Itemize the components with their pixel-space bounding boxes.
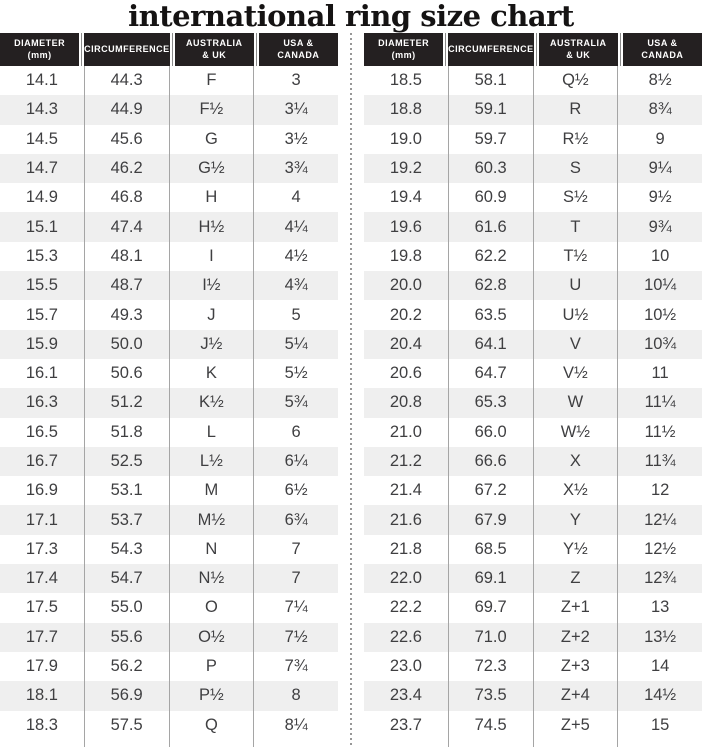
cell: 5¼ (284, 334, 308, 353)
header-row (364, 33, 702, 66)
table-row (0, 330, 338, 359)
cell: 20.0 (364, 271, 449, 300)
cell: N½ (170, 564, 255, 593)
cell: 5 (291, 305, 301, 324)
cell: F½ (170, 95, 255, 124)
column-header: AUSTRALIA & UK (173, 33, 257, 66)
cell: Z (534, 564, 619, 593)
table-row (364, 476, 702, 505)
cell: V½ (534, 359, 619, 388)
cell: 73.5 (449, 681, 534, 710)
table-row (0, 564, 338, 593)
column-header: AUSTRALIA & UK (537, 33, 621, 66)
cell: 63.5 (449, 300, 534, 329)
table-row (0, 418, 338, 447)
cell: 17.1 (0, 505, 85, 534)
cell: 23.0 (364, 652, 449, 681)
cell: 15.7 (0, 300, 85, 329)
cell: Y (534, 505, 619, 534)
table-row (364, 95, 702, 124)
column-header: DIAMETER (mm) (364, 33, 446, 66)
cell: 17.9 (0, 652, 85, 681)
cell: G (170, 125, 255, 154)
table-row (364, 418, 702, 447)
cell: 21.0 (364, 418, 449, 447)
cell: 48.7 (85, 271, 170, 300)
cell: 7¾ (284, 657, 308, 676)
table-row (364, 447, 702, 476)
cell: 16.5 (0, 418, 85, 447)
table-row (364, 535, 702, 564)
column-header: DIAMETER (mm) (0, 33, 82, 66)
cell: L½ (170, 447, 255, 476)
cell: F (170, 66, 255, 95)
cell: 46.8 (85, 183, 170, 212)
cell: X (534, 447, 619, 476)
cell-empty (534, 740, 619, 747)
cell: 72.3 (449, 652, 534, 681)
cell: 45.6 (85, 125, 170, 154)
cell: 18.8 (364, 95, 449, 124)
column-line-extension (364, 740, 702, 747)
cell: 59.1 (449, 95, 534, 124)
cell: 71.0 (449, 623, 534, 652)
cell: O (170, 593, 255, 622)
cell: 5½ (284, 364, 308, 383)
cell: 54.7 (85, 564, 170, 593)
cell: 64.7 (449, 359, 534, 388)
cell: 69.1 (449, 564, 534, 593)
table-row (364, 652, 702, 681)
table-row (0, 125, 338, 154)
cell: 65.3 (449, 388, 534, 417)
cell: 11¼ (644, 393, 676, 412)
cell: 10½ (644, 305, 677, 324)
column-header: CIRCUMFERENCE (446, 33, 537, 66)
cell: 21.2 (364, 447, 449, 476)
table-row (0, 300, 338, 329)
cell: 10 (650, 246, 670, 265)
table-row (364, 593, 702, 622)
table-row (0, 242, 338, 271)
cell: 19.2 (364, 154, 449, 183)
cell: 6¼ (284, 452, 308, 470)
cell: 17.4 (0, 564, 85, 593)
table-row (0, 388, 338, 417)
cell: 9¾ (648, 217, 672, 236)
cell: 67.9 (449, 505, 534, 534)
cell: 18.5 (364, 66, 449, 95)
table-row (364, 154, 702, 183)
cell: 11 (651, 364, 669, 383)
cell: 9½ (648, 188, 672, 207)
cell: X½ (534, 476, 619, 505)
cell: 60.9 (449, 183, 534, 212)
cell: 3¼ (284, 100, 308, 119)
cell: Z+1 (534, 593, 619, 622)
cell: 14.3 (0, 95, 85, 124)
table-row (364, 271, 702, 300)
cell: 20.8 (364, 388, 449, 417)
cell: 51.8 (85, 418, 170, 447)
cell: U (534, 271, 619, 300)
cell: 10¾ (644, 334, 677, 353)
cell: 15.5 (0, 271, 85, 300)
cell: 47.4 (85, 212, 170, 241)
cell: 15 (650, 715, 670, 734)
cell: 13½ (644, 627, 677, 646)
cell: 69.7 (449, 593, 534, 622)
table-row (364, 183, 702, 212)
cell: 61.6 (449, 212, 534, 241)
cell: 50.6 (85, 359, 170, 388)
cell: O½ (170, 623, 255, 652)
cell: 23.4 (364, 681, 449, 710)
cell: 51.2 (85, 388, 170, 417)
cell: 8¾ (648, 100, 672, 119)
cell: 19.6 (364, 212, 449, 241)
cell: Z+3 (534, 652, 619, 681)
cell: 21.8 (364, 535, 449, 564)
cell: 21.4 (364, 476, 449, 505)
cell: 11¾ (644, 452, 676, 470)
cell: 15.3 (0, 242, 85, 271)
cell: 48.1 (85, 242, 170, 271)
cell: 15.1 (0, 212, 85, 241)
page-title: international ring size chart (128, 0, 574, 33)
cell-empty (618, 740, 702, 747)
table-row (0, 183, 338, 212)
cell: U½ (534, 300, 619, 329)
cell: 12½ (644, 539, 677, 558)
table-row (364, 66, 702, 95)
cell: Z+4 (534, 681, 619, 710)
table-row (364, 359, 702, 388)
cell: V (534, 330, 619, 359)
cell: K½ (170, 388, 255, 417)
cell: 16.9 (0, 476, 85, 505)
cell: 8 (291, 686, 301, 705)
cell: 6½ (284, 481, 308, 500)
cell: 60.3 (449, 154, 534, 183)
cell-empty (85, 740, 170, 747)
cell: 44.3 (85, 66, 170, 95)
cell: 7 (291, 539, 301, 558)
cell: 10¼ (644, 276, 677, 295)
table-row (364, 623, 702, 652)
cell: G½ (170, 154, 255, 183)
cell: 9 (655, 129, 665, 148)
cell: 53.7 (85, 505, 170, 534)
cell: 3½ (284, 129, 308, 148)
cell: 66.0 (449, 418, 534, 447)
table-row (364, 711, 702, 740)
cell: 19.8 (364, 242, 449, 271)
cell: 4¾ (284, 276, 308, 295)
header-row (0, 33, 338, 66)
cell: 23.7 (364, 711, 449, 740)
cell: 17.3 (0, 535, 85, 564)
cell: 66.6 (449, 447, 534, 476)
cell: Y½ (534, 535, 619, 564)
cell: M½ (170, 505, 255, 534)
cell: S½ (534, 183, 619, 212)
cell: 59.7 (449, 125, 534, 154)
cell: 6¾ (284, 510, 308, 529)
cell: 4½ (284, 246, 308, 265)
cell: 46.2 (85, 154, 170, 183)
cell: 49.3 (85, 300, 170, 329)
cell: 14 (650, 657, 670, 676)
cell: I½ (170, 271, 255, 300)
cell: Q (170, 711, 255, 740)
table-row (0, 212, 338, 241)
table-row (0, 271, 338, 300)
cell: 22.2 (364, 593, 449, 622)
cell: 14.9 (0, 183, 85, 212)
cell: 64.1 (449, 330, 534, 359)
cell: 12¼ (644, 510, 677, 529)
cell: 62.8 (449, 271, 534, 300)
column-header: USA & CANADA (621, 33, 702, 66)
table-row (364, 330, 702, 359)
column-header: CIRCUMFERENCE (82, 33, 173, 66)
cell: K (170, 359, 255, 388)
table-body (0, 66, 338, 747)
cell: 7½ (284, 627, 308, 646)
cell: 19.0 (364, 125, 449, 154)
ring-size-table-right (364, 33, 702, 747)
ring-size-table-left (0, 33, 338, 747)
cell: 11½ (644, 422, 676, 441)
column-header: USA & CANADA (257, 33, 338, 66)
table-row (0, 154, 338, 183)
table-row (0, 623, 338, 652)
cell: Z+5 (534, 711, 619, 740)
cell: 20.6 (364, 359, 449, 388)
cell: I (170, 242, 255, 271)
cell: 18.3 (0, 711, 85, 740)
cell: 20.2 (364, 300, 449, 329)
cell: S (534, 154, 619, 183)
cell: 14½ (644, 686, 677, 705)
cell-empty (0, 740, 85, 747)
cell: L (170, 418, 255, 447)
cell: 7 (291, 569, 301, 588)
cell: 44.9 (85, 95, 170, 124)
cell: R½ (534, 125, 619, 154)
cell: Q½ (534, 66, 619, 95)
cell: 21.6 (364, 505, 449, 534)
cell: 58.1 (449, 66, 534, 95)
cell: 20.4 (364, 330, 449, 359)
table-row (364, 212, 702, 241)
table-row (0, 652, 338, 681)
cell: 67.2 (449, 476, 534, 505)
cell-empty (364, 740, 449, 747)
cell: 52.5 (85, 447, 170, 476)
table-row (364, 564, 702, 593)
cell: 12 (650, 481, 670, 500)
table-row (0, 593, 338, 622)
cell: 3 (291, 71, 301, 90)
table-row (0, 359, 338, 388)
cell: 14.5 (0, 125, 85, 154)
center-divider (338, 33, 364, 747)
table-row (364, 242, 702, 271)
cell: W½ (534, 418, 619, 447)
cell: 57.5 (85, 711, 170, 740)
cell-empty (449, 740, 534, 747)
table-row (364, 300, 702, 329)
column-line-extension (0, 740, 338, 747)
cell: 53.1 (85, 476, 170, 505)
cell: 8½ (648, 71, 672, 90)
cell: 19.4 (364, 183, 449, 212)
cell: H½ (170, 212, 255, 241)
table-row (0, 95, 338, 124)
table-body (364, 66, 702, 747)
dotted-line (350, 33, 352, 747)
table-row (0, 711, 338, 740)
cell: 4¼ (284, 217, 308, 236)
cell: N (170, 535, 255, 564)
cell: 54.3 (85, 535, 170, 564)
cell: 13 (650, 598, 670, 617)
cell: 68.5 (449, 535, 534, 564)
cell: 9¼ (648, 159, 672, 178)
cell: P½ (170, 681, 255, 710)
cell: J (170, 300, 255, 329)
cell: 8¼ (284, 715, 308, 734)
cell: 17.7 (0, 623, 85, 652)
cell: H (170, 183, 255, 212)
cell: 16.3 (0, 388, 85, 417)
cell: 14.7 (0, 154, 85, 183)
table-row (0, 535, 338, 564)
cell: 6 (291, 422, 301, 441)
cell: 12¾ (644, 569, 677, 588)
cell: W (534, 388, 619, 417)
cell: T (534, 212, 619, 241)
cell: 3¾ (284, 159, 308, 178)
table-row (364, 505, 702, 534)
table-row (364, 388, 702, 417)
cell: 15.9 (0, 330, 85, 359)
cell: 18.1 (0, 681, 85, 710)
cell: 62.2 (449, 242, 534, 271)
cell: 4 (291, 188, 301, 207)
cell: 55.0 (85, 593, 170, 622)
cell: 7¼ (284, 598, 308, 617)
cell: 22.6 (364, 623, 449, 652)
table-row (364, 125, 702, 154)
cell: J½ (170, 330, 255, 359)
tables-container (0, 33, 702, 747)
cell: 22.0 (364, 564, 449, 593)
cell-empty (254, 740, 338, 747)
table-row (0, 681, 338, 710)
table-row (364, 681, 702, 710)
cell: 74.5 (449, 711, 534, 740)
cell: R (534, 95, 619, 124)
cell: T½ (534, 242, 619, 271)
cell: 5¾ (284, 393, 308, 412)
cell: 16.7 (0, 447, 85, 476)
table-row (0, 66, 338, 95)
cell: 55.6 (85, 623, 170, 652)
cell: 56.9 (85, 681, 170, 710)
table-row (0, 476, 338, 505)
cell: 50.0 (85, 330, 170, 359)
cell: Z+2 (534, 623, 619, 652)
table-row (0, 505, 338, 534)
cell-empty (170, 740, 255, 747)
cell: 56.2 (85, 652, 170, 681)
table-row (0, 447, 338, 476)
cell: M (170, 476, 255, 505)
cell: 14.1 (0, 66, 85, 95)
cell: 16.1 (0, 359, 85, 388)
cell: 17.5 (0, 593, 85, 622)
cell: P (170, 652, 255, 681)
